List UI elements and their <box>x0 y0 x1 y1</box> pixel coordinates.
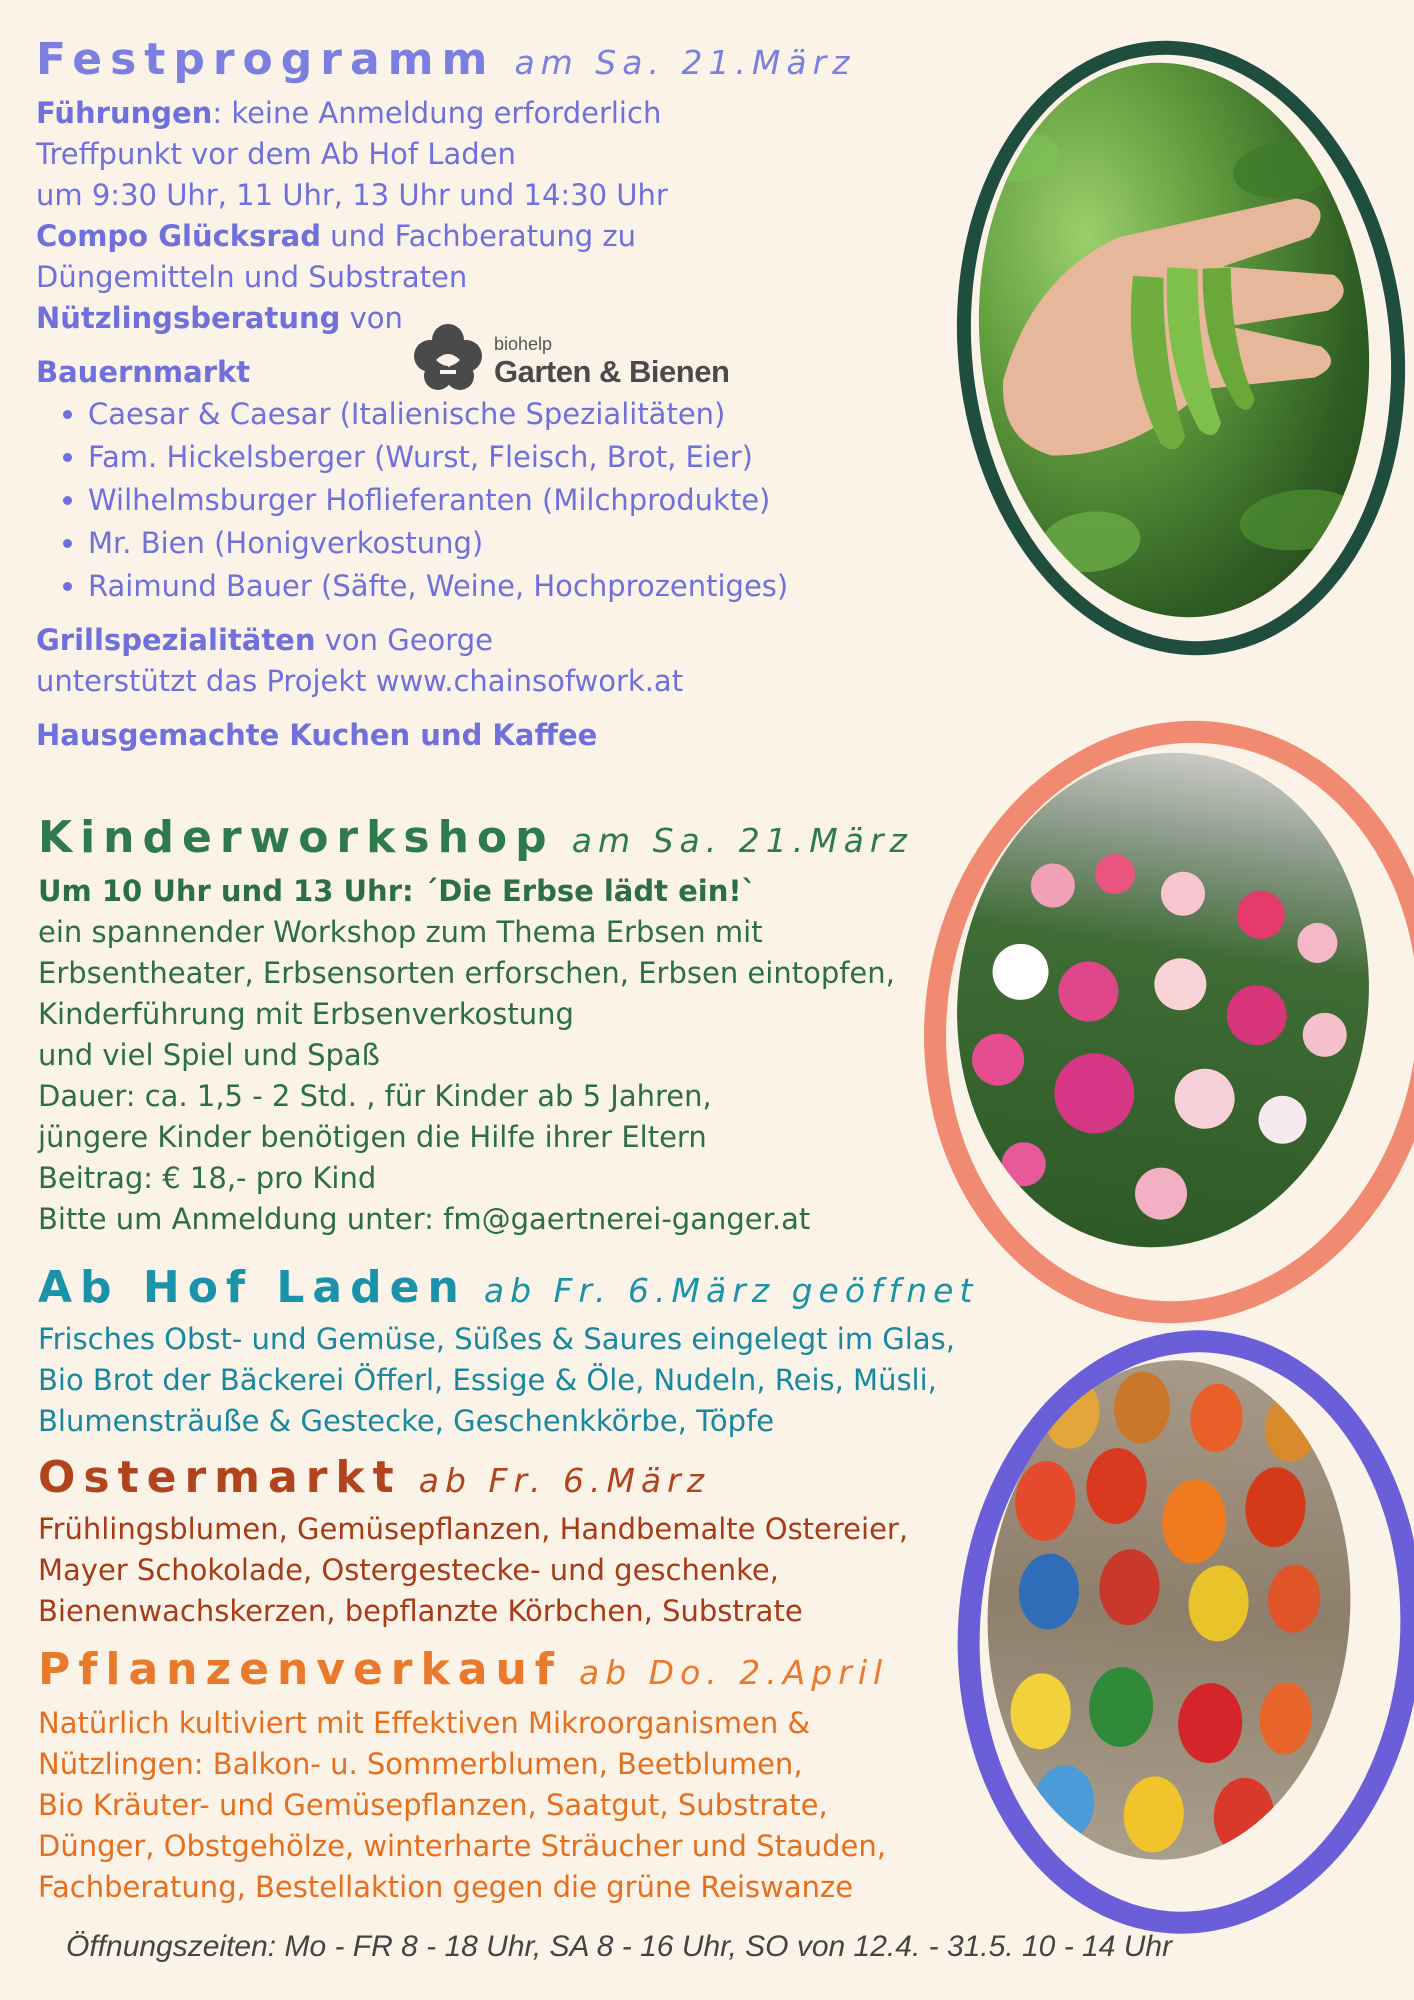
festprogramm-section <box>36 34 916 756</box>
kinderworkshop-line: ein spannender Workshop zum Thema Erbsen mit <box>38 915 763 949</box>
compo-label: Compo Glücksrad <box>36 219 321 253</box>
festprogramm-subtitle: am Sa. 21.März <box>514 43 856 82</box>
kinderworkshop-line: Kinderführung mit Erbsenverkostung <box>38 997 574 1031</box>
list-item: • Mr. Bien (Honigverkostung) <box>88 522 916 565</box>
bauernmarkt-list <box>36 393 916 608</box>
bauernmarkt-label: Bauernmarkt <box>36 355 251 389</box>
ostermarkt-subtitle: ab Fr. 6.März <box>418 1461 711 1500</box>
kinderworkshop-headline <box>38 871 958 912</box>
compo-line <box>36 216 916 257</box>
treffpunkt-line: Treffpunkt vor dem Ab Hof Laden <box>36 137 516 171</box>
logo-small-text: biohelp <box>494 334 553 354</box>
grill-label: Grillspezialitäten <box>36 623 316 657</box>
kinderworkshop-line: und viel Spiel und Spaß <box>38 1038 380 1072</box>
pflanzen-line: Nützlingen: Balkon- u. Sommerblumen, Beetblumen, <box>38 1747 803 1781</box>
fuehrungen-zeiten: um 9:30 Uhr, 11 Uhr, 13 Uhr und 14:30 Uhr <box>36 178 668 212</box>
kuchen-line <box>36 715 916 756</box>
abhof-subtitle: ab Fr. 6.März geöffnet <box>483 1271 979 1310</box>
festprogramm-title: Festprogramm <box>36 34 496 85</box>
pflanzen-subtitle: ab Do. 2.April <box>579 1653 889 1692</box>
abhof-heading <box>38 1262 998 1313</box>
ostermarkt-title: Ostermarkt <box>38 1452 402 1503</box>
kinderworkshop-section <box>38 812 958 1240</box>
kinderworkshop-line: jüngere Kinder benötigen die Hilfe ihrer Eltern <box>38 1120 707 1154</box>
pflanzen-line: Dünger, Obstgehölze, winterharte Sträucher und Stauden, <box>38 1829 886 1863</box>
abhof-section <box>38 1262 998 1442</box>
duenge-line: Düngemitteln und Substraten <box>36 260 468 294</box>
nuetzling-label: Nützlingsberatung <box>36 301 341 335</box>
kinderworkshop-subtitle: am Sa. 21.März <box>571 821 913 860</box>
kinderworkshop-heading <box>38 812 958 863</box>
fuehrungen-label: Führungen <box>36 96 213 130</box>
kinderworkshop-title: Kinderworkshop <box>38 812 555 863</box>
kinderworkshop-line: Beitrag: € 18,- pro Kind <box>38 1161 377 1195</box>
biohelp-logo <box>410 322 730 392</box>
kinderworkshop-headline-text: Um 10 Uhr und 13 Uhr: ´Die Erbse lädt ein!` <box>38 874 757 908</box>
kuchen-label: Hausgemachte Kuchen und Kaffee <box>36 718 598 752</box>
opening-hours: Öffnungszeiten: Mo - FR 8 - 18 Uhr, SA 8 - 16 Uhr, SO von 12.4. - 31.5. 10 - 14 Uhr <box>66 1930 1173 1963</box>
abhof-line: Frisches Obst- und Gemüse, Süßes & Saures eingelegt im Glas, <box>38 1322 955 1356</box>
grill-text: von George <box>315 623 493 657</box>
festprogramm-heading <box>36 34 916 85</box>
abhof-line: Blumensträuße & Gestecke, Geschenkkörbe, Töpfe <box>38 1404 775 1438</box>
abhof-line: Bio Brot der Bäckerei Öfferl, Essige & Öle, Nudeln, Reis, Müsli, <box>38 1363 937 1397</box>
list-item: • Wilhelmsburger Hoflieferanten (Milchprodukte) <box>88 479 916 522</box>
pflanzen-line: Natürlich kultiviert mit Effektiven Mikroorganismen & <box>38 1706 811 1740</box>
pflanzen-line: Fachberatung, Bestellaktion gegen die grüne Reiswanze <box>38 1870 854 1904</box>
fuehrungen-text: : keine Anmeldung erforderlich <box>212 96 662 130</box>
ostermarkt-line: Frühlingsblumen, Gemüsepflanzen, Handbemalte Ostereier, <box>38 1512 909 1546</box>
grill-support-line: unterstützt das Projekt www.chainsofwork.at <box>36 664 684 698</box>
kinderworkshop-line: Bitte um Anmeldung unter: fm@gaertnerei-ganger.at <box>38 1202 811 1236</box>
grill-line <box>36 620 916 661</box>
ostermarkt-section <box>38 1452 958 1632</box>
list-item: • Caesar & Caesar (Italienische Spezialitäten) <box>88 393 916 436</box>
pflanzen-title: Pflanzenverkauf <box>38 1644 562 1695</box>
pflanzen-section <box>38 1644 958 1908</box>
ostermarkt-line: Mayer Schokolade, Ostergestecke- und geschenke, <box>38 1553 779 1587</box>
nuetzling-text: von <box>340 301 403 335</box>
pflanzen-heading <box>38 1644 958 1695</box>
compo-text: und Fachberatung zu <box>320 219 636 253</box>
ostermarkt-line: Bienenwachskerzen, bepflanzte Körbchen, Substrate <box>38 1594 803 1628</box>
logo-big-text: Garten & Bienen <box>494 354 730 389</box>
bee-flower-icon <box>410 322 486 392</box>
abhof-title: Ab Hof Laden <box>38 1262 467 1313</box>
fuehrungen-line <box>36 93 916 134</box>
ostermarkt-heading <box>38 1452 958 1503</box>
pflanzen-line: Bio Kräuter- und Gemüsepflanzen, Saatgut, Substrate, <box>38 1788 828 1822</box>
kinderworkshop-line: Erbsentheater, Erbsensorten erforschen, Erbsen eintopfen, <box>38 956 895 990</box>
kinderworkshop-line: Dauer: ca. 1,5 - 2 Std. , für Kinder ab 5 Jahren, <box>38 1079 712 1113</box>
list-item: • Fam. Hickelsberger (Wurst, Fleisch, Brot, Eier) <box>88 436 916 479</box>
list-item: • Raimund Bauer (Säfte, Weine, Hochprozentiges) <box>88 565 916 608</box>
